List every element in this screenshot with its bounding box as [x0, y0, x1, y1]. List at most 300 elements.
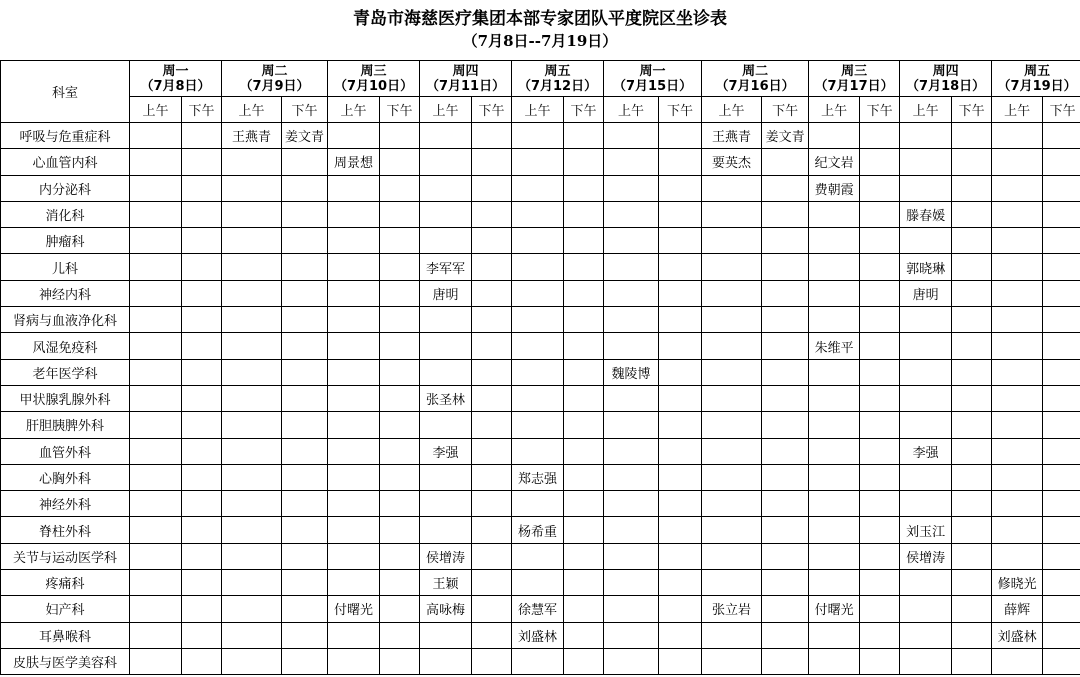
doctor-cell: [604, 228, 659, 254]
doctor-cell: [328, 491, 380, 517]
table-row: [1, 622, 1080, 648]
table-row: [1, 517, 1080, 543]
doctor-cell: [860, 228, 900, 254]
doctor-cell: 张立岩: [702, 596, 762, 622]
day-name: 周一: [162, 63, 189, 79]
doctor-cell: [809, 570, 860, 596]
doctor-cell: [952, 491, 992, 517]
doctor-cell: [860, 517, 900, 543]
doctor-cell: [222, 517, 282, 543]
doctor-cell: [182, 517, 222, 543]
doctor-cell: [222, 596, 282, 622]
doctor-cell: [222, 175, 282, 201]
doctor-cell: [564, 333, 604, 359]
doctor-cell: [659, 570, 702, 596]
doctor-cell: [512, 359, 564, 385]
doctor-cell: [992, 201, 1043, 227]
doctor-cell: [900, 622, 952, 648]
doctor-cell: 纪文岩: [809, 149, 860, 175]
doctor-cell: [222, 228, 282, 254]
table-row: [1, 491, 1080, 517]
doctor-cell: [604, 596, 659, 622]
doctor-cell: 郭晓琳: [900, 254, 952, 280]
dept-name: 心胸外科: [1, 464, 130, 490]
doctor-cell: [952, 149, 992, 175]
doctor-cell: [952, 648, 992, 674]
doctor-cell: [564, 412, 604, 438]
doctor-cell: 唐明: [900, 280, 952, 306]
doctor-cell: 高咏梅: [420, 596, 472, 622]
doctor-cell: [809, 280, 860, 306]
doctor-cell: [472, 438, 512, 464]
doctor-cell: [860, 543, 900, 569]
doctor-cell: [860, 570, 900, 596]
doctor-cell: [702, 385, 762, 411]
doctor-cell: [860, 412, 900, 438]
doctor-cell: [702, 517, 762, 543]
doctor-cell: [702, 570, 762, 596]
doctor-cell: 王颖: [420, 570, 472, 596]
dept-name: 血管外科: [1, 438, 130, 464]
doctor-cell: [809, 359, 860, 385]
doctor-cell: 付曙光: [809, 596, 860, 622]
table-row: [1, 464, 1080, 490]
table-row: [1, 228, 1080, 254]
afternoon-header: 下午: [564, 97, 604, 123]
afternoon-header: 下午: [1043, 97, 1080, 123]
doctor-cell: [604, 517, 659, 543]
doctor-cell: [512, 570, 564, 596]
doctor-cell: [380, 517, 420, 543]
doctor-cell: [182, 543, 222, 569]
doctor-cell: [702, 280, 762, 306]
table-row: [1, 333, 1080, 359]
doctor-cell: [328, 201, 380, 227]
doctor-cell: [182, 385, 222, 411]
day-date: （7月18日）: [906, 78, 986, 94]
doctor-cell: 王燕青: [702, 123, 762, 149]
doctor-cell: [420, 201, 472, 227]
doctor-cell: [809, 254, 860, 280]
doctor-cell: [564, 570, 604, 596]
doctor-cell: [1043, 149, 1080, 175]
day-header: [512, 61, 604, 97]
doctor-cell: [472, 228, 512, 254]
doctor-cell: [130, 491, 182, 517]
doctor-cell: [512, 228, 564, 254]
doctor-cell: [659, 307, 702, 333]
doctor-cell: [222, 359, 282, 385]
dept-name: 风湿免疫科: [1, 333, 130, 359]
doctor-cell: [282, 543, 328, 569]
doctor-cell: [282, 280, 328, 306]
doctor-cell: [512, 491, 564, 517]
doctor-cell: [1043, 228, 1080, 254]
doctor-cell: [130, 517, 182, 543]
dept-name: 内分泌科: [1, 175, 130, 201]
doctor-cell: [762, 648, 809, 674]
doctor-cell: [952, 570, 992, 596]
doctor-cell: [420, 307, 472, 333]
doctor-cell: [380, 201, 420, 227]
doctor-cell: 刘盛林: [512, 622, 564, 648]
doctor-cell: [659, 333, 702, 359]
doctor-cell: [900, 385, 952, 411]
doctor-cell: [604, 491, 659, 517]
doctor-cell: [1043, 307, 1080, 333]
doctor-cell: [182, 491, 222, 517]
doctor-cell: [1043, 648, 1080, 674]
doctor-cell: [900, 149, 952, 175]
doctor-cell: [762, 175, 809, 201]
doctor-cell: [130, 622, 182, 648]
doctor-cell: [420, 175, 472, 201]
doctor-cell: [809, 517, 860, 543]
doctor-cell: [380, 596, 420, 622]
doctor-cell: [659, 254, 702, 280]
doctor-cell: [472, 543, 512, 569]
morning-header: 上午: [702, 97, 762, 123]
doctor-cell: [282, 438, 328, 464]
day-date: （7月17日）: [814, 78, 894, 94]
doctor-cell: [604, 438, 659, 464]
doctor-cell: [952, 412, 992, 438]
doctor-cell: [328, 254, 380, 280]
doctor-cell: [604, 123, 659, 149]
doctor-cell: [992, 359, 1043, 385]
day-date: （7月19日）: [997, 78, 1077, 94]
doctor-cell: [472, 123, 512, 149]
doctor-cell: [604, 280, 659, 306]
doctor-cell: [809, 491, 860, 517]
doctor-cell: [222, 622, 282, 648]
doctor-cell: 王燕青: [222, 123, 282, 149]
doctor-cell: [992, 149, 1043, 175]
doctor-cell: [952, 280, 992, 306]
doctor-cell: [659, 596, 702, 622]
doctor-cell: [512, 412, 564, 438]
doctor-cell: [282, 175, 328, 201]
doctor-cell: [222, 307, 282, 333]
doctor-cell: [1043, 201, 1080, 227]
day-header: [900, 61, 992, 97]
doctor-cell: [702, 412, 762, 438]
doctor-cell: [1043, 622, 1080, 648]
doctor-cell: [659, 228, 702, 254]
doctor-cell: [472, 359, 512, 385]
doctor-cell: [472, 596, 512, 622]
dept-name: 儿科: [1, 254, 130, 280]
table-row: [1, 254, 1080, 280]
doctor-cell: [860, 307, 900, 333]
doctor-cell: [328, 622, 380, 648]
day-header: [130, 61, 222, 97]
doctor-cell: [130, 596, 182, 622]
doctor-cell: [512, 201, 564, 227]
doctor-cell: [328, 464, 380, 490]
doctor-cell: [328, 359, 380, 385]
doctor-cell: [952, 517, 992, 543]
doctor-cell: [762, 254, 809, 280]
dept-name: 疼痛科: [1, 570, 130, 596]
doctor-cell: [860, 648, 900, 674]
doctor-cell: [130, 385, 182, 411]
doctor-cell: [762, 201, 809, 227]
doctor-cell: [702, 491, 762, 517]
table-row: [1, 596, 1080, 622]
day-header: [702, 61, 809, 97]
doctor-cell: [702, 622, 762, 648]
doctor-cell: 滕春媛: [900, 201, 952, 227]
doctor-cell: [604, 412, 659, 438]
doctor-cell: [512, 280, 564, 306]
doctor-cell: [604, 622, 659, 648]
table-row: [1, 123, 1080, 149]
doctor-cell: [564, 596, 604, 622]
doctor-cell: [992, 491, 1043, 517]
doctor-cell: [659, 543, 702, 569]
doctor-cell: [860, 149, 900, 175]
doctor-cell: [130, 307, 182, 333]
doctor-cell: [472, 570, 512, 596]
doctor-cell: [380, 123, 420, 149]
day-name: 周五: [1024, 63, 1051, 79]
doctor-cell: [380, 175, 420, 201]
doctor-cell: [512, 149, 564, 175]
doctor-cell: [762, 596, 809, 622]
day-header: [809, 61, 900, 97]
doctor-cell: [604, 385, 659, 411]
doctor-cell: [604, 570, 659, 596]
table-row: [1, 280, 1080, 306]
doctor-cell: [328, 385, 380, 411]
doctor-cell: [659, 385, 702, 411]
doctor-cell: 要英杰: [702, 149, 762, 175]
doctor-cell: [512, 254, 564, 280]
doctor-cell: [512, 438, 564, 464]
doctor-cell: [380, 307, 420, 333]
doctor-cell: [222, 648, 282, 674]
doctor-cell: [420, 123, 472, 149]
table-row: [1, 412, 1080, 438]
doctor-cell: [900, 307, 952, 333]
doctor-cell: [900, 175, 952, 201]
day-date: （7月12日）: [517, 78, 598, 94]
doctor-cell: [952, 359, 992, 385]
doctor-cell: [328, 280, 380, 306]
table-row: [1, 438, 1080, 464]
doctor-cell: [564, 280, 604, 306]
doctor-cell: [130, 570, 182, 596]
doctor-cell: [472, 648, 512, 674]
doctor-cell: [860, 280, 900, 306]
doctor-cell: 张圣林: [420, 385, 472, 411]
doctor-cell: [380, 280, 420, 306]
doctor-cell: [328, 175, 380, 201]
doctor-cell: [900, 359, 952, 385]
doctor-cell: [564, 648, 604, 674]
doctor-cell: [992, 464, 1043, 490]
doctor-cell: [472, 385, 512, 411]
doctor-cell: [564, 385, 604, 411]
dept-name: 老年医学科: [1, 359, 130, 385]
doctor-cell: [702, 543, 762, 569]
doctor-cell: 侯增涛: [420, 543, 472, 569]
doctor-cell: [564, 543, 604, 569]
doctor-cell: [604, 648, 659, 674]
doctor-cell: [130, 648, 182, 674]
doctor-cell: [182, 412, 222, 438]
doctor-cell: [762, 228, 809, 254]
doctor-cell: [472, 175, 512, 201]
doctor-cell: [762, 491, 809, 517]
doctor-cell: [659, 517, 702, 543]
doctor-cell: [472, 412, 512, 438]
doctor-cell: [512, 543, 564, 569]
doctor-cell: [809, 228, 860, 254]
doctor-cell: [702, 201, 762, 227]
doctor-cell: [952, 438, 992, 464]
doctor-cell: [380, 333, 420, 359]
doctor-cell: [282, 622, 328, 648]
doctor-cell: [659, 149, 702, 175]
doctor-cell: [282, 359, 328, 385]
day-name: 周一: [639, 63, 666, 79]
dept-column-header: 科室: [1, 61, 130, 123]
doctor-cell: [762, 280, 809, 306]
doctor-cell: [659, 438, 702, 464]
doctor-cell: [380, 570, 420, 596]
day-name: 周二: [261, 63, 288, 79]
doctor-cell: [860, 123, 900, 149]
doctor-cell: [472, 622, 512, 648]
doctor-cell: [380, 622, 420, 648]
doctor-cell: [380, 648, 420, 674]
morning-header: 上午: [992, 97, 1043, 123]
doctor-cell: [328, 412, 380, 438]
doctor-cell: [130, 280, 182, 306]
doctor-cell: [702, 359, 762, 385]
doctor-cell: [380, 385, 420, 411]
doctor-cell: [564, 201, 604, 227]
doctor-cell: [472, 491, 512, 517]
doctor-cell: [762, 307, 809, 333]
doctor-cell: [420, 622, 472, 648]
doctor-cell: [809, 123, 860, 149]
doctor-cell: [282, 596, 328, 622]
day-header: [328, 61, 420, 97]
doctor-cell: [328, 438, 380, 464]
schedule-body: [1, 123, 1080, 675]
doctor-cell: [182, 228, 222, 254]
doctor-cell: [328, 307, 380, 333]
doctor-cell: [380, 412, 420, 438]
doctor-cell: [564, 438, 604, 464]
doctor-cell: [420, 491, 472, 517]
doctor-cell: [762, 385, 809, 411]
doctor-cell: [282, 517, 328, 543]
doctor-cell: [1043, 123, 1080, 149]
doctor-cell: [604, 175, 659, 201]
page-subtitle: （7月8日--7月19日）: [462, 32, 618, 50]
doctor-cell: [182, 254, 222, 280]
doctor-cell: 姜文青: [762, 123, 809, 149]
doctor-cell: [420, 333, 472, 359]
doctor-cell: 徐慧军: [512, 596, 564, 622]
doctor-cell: [182, 333, 222, 359]
doctor-cell: [1043, 359, 1080, 385]
doctor-cell: [130, 228, 182, 254]
doctor-cell: 李强: [420, 438, 472, 464]
doctor-cell: [604, 149, 659, 175]
doctor-cell: [992, 175, 1043, 201]
doctor-cell: [130, 201, 182, 227]
doctor-cell: [420, 648, 472, 674]
doctor-cell: [762, 438, 809, 464]
doctor-cell: [860, 359, 900, 385]
doctor-cell: [992, 543, 1043, 569]
doctor-cell: [900, 570, 952, 596]
doctor-cell: [380, 228, 420, 254]
morning-header: 上午: [604, 97, 659, 123]
doctor-cell: [992, 517, 1043, 543]
doctor-cell: 费朝霞: [809, 175, 860, 201]
doctor-cell: 郑志强: [512, 464, 564, 490]
doctor-cell: 修晓光: [992, 570, 1043, 596]
doctor-cell: [282, 491, 328, 517]
doctor-cell: 付曙光: [328, 596, 380, 622]
afternoon-header: 下午: [952, 97, 992, 123]
doctor-cell: [420, 228, 472, 254]
doctor-cell: [809, 385, 860, 411]
doctor-cell: [762, 543, 809, 569]
doctor-cell: [182, 307, 222, 333]
day-name: 周二: [742, 63, 769, 79]
doctor-cell: [420, 359, 472, 385]
doctor-cell: [512, 385, 564, 411]
doctor-cell: [472, 307, 512, 333]
doctor-cell: [328, 333, 380, 359]
afternoon-header: 下午: [762, 97, 809, 123]
doctor-cell: [762, 149, 809, 175]
doctor-cell: [282, 149, 328, 175]
doctor-cell: [182, 596, 222, 622]
doctor-cell: [900, 412, 952, 438]
doctor-cell: [222, 280, 282, 306]
doctor-cell: 朱维平: [809, 333, 860, 359]
doctor-cell: [222, 491, 282, 517]
doctor-cell: [222, 385, 282, 411]
doctor-cell: [512, 123, 564, 149]
doctor-cell: [130, 149, 182, 175]
doctor-cell: [659, 201, 702, 227]
doctor-cell: [952, 123, 992, 149]
doctor-cell: [130, 543, 182, 569]
doctor-cell: [952, 543, 992, 569]
doctor-cell: [809, 438, 860, 464]
doctor-cell: [702, 228, 762, 254]
doctor-cell: [420, 517, 472, 543]
doctor-cell: [282, 570, 328, 596]
doctor-cell: [1043, 333, 1080, 359]
doctor-cell: [564, 464, 604, 490]
doctor-cell: 唐明: [420, 280, 472, 306]
day-name: 周五: [544, 63, 571, 79]
doctor-cell: [702, 648, 762, 674]
doctor-cell: [182, 149, 222, 175]
doctor-cell: [564, 228, 604, 254]
dept-name: 脊柱外科: [1, 517, 130, 543]
